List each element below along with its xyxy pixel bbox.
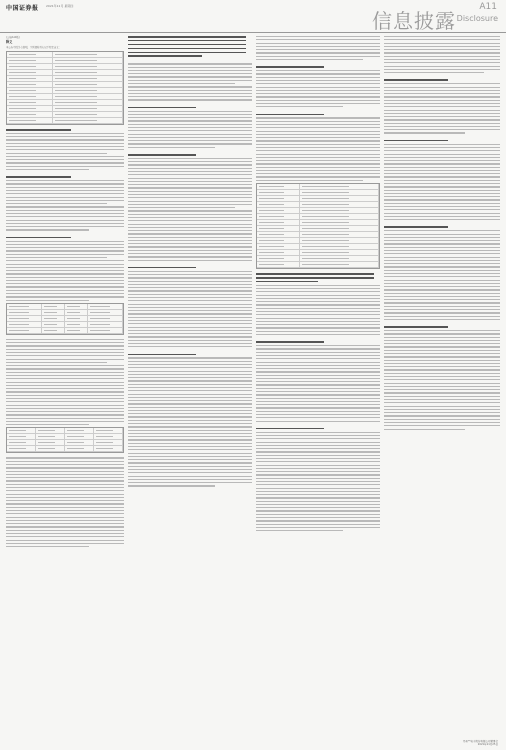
page-header (0, 0, 506, 33)
section-heading: 释义 (6, 40, 13, 44)
section-title-en: Disclosure (456, 14, 498, 23)
signature-block (463, 740, 498, 746)
definitions-table (6, 51, 124, 125)
body-text-block (6, 129, 124, 301)
section-title: 信息披露 (372, 9, 456, 33)
signature-date: 2021年11月25日 (477, 742, 498, 746)
data-table-3 (256, 183, 380, 269)
company-signature: 苏州**电子股份有限公司董事会 (462, 739, 498, 743)
data-table-1 (6, 303, 124, 335)
text-column-4 (384, 36, 500, 432)
text-column-1 (6, 36, 124, 549)
issue-date: 2021年11月 星期四 (46, 4, 74, 8)
text-column-2 (128, 36, 252, 489)
masthead: 中国证券报 (6, 5, 39, 12)
continued-label: (上接A10版) (6, 36, 20, 39)
data-table-2 (6, 427, 124, 453)
text-column-3 (256, 36, 380, 533)
intro-text: 本公告中除另有说明，下列简称具有以下特定含义： (6, 46, 61, 49)
page-number: A11 (479, 2, 497, 12)
